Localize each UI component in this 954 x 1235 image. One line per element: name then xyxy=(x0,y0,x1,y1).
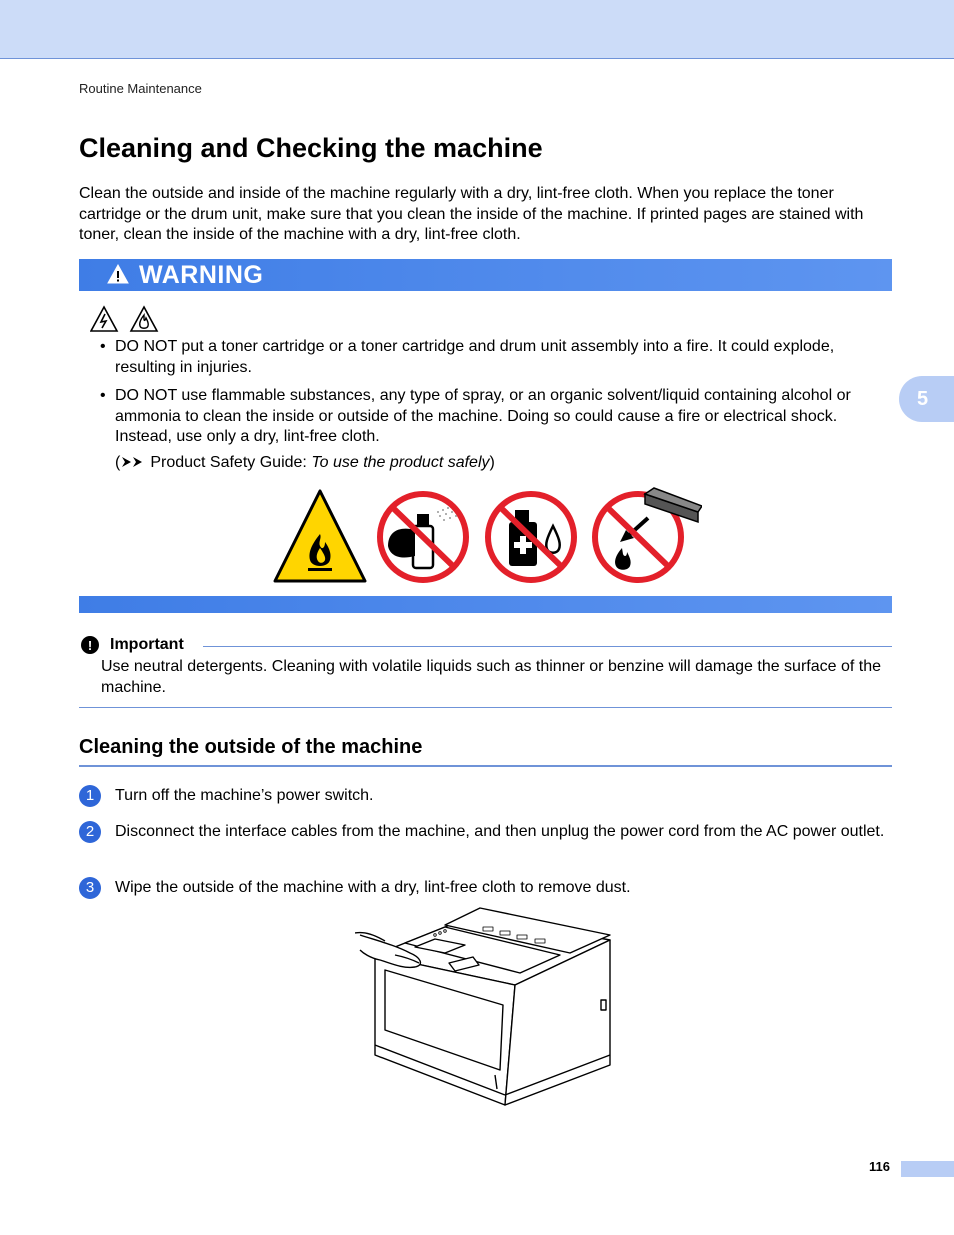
section-divider xyxy=(79,765,892,767)
page-number-tab xyxy=(901,1161,954,1177)
warning-bullet-2: • DO NOT use flammable substances, any type of spray, or an organic solvent/liquid containing alcohol or ammonia to clean the inside or outside of the machine. Doing so could cause a fire or electrical shock. Instead, use only a dry, lint-free cloth. xyxy=(100,387,851,445)
safety-pictograms xyxy=(270,486,702,586)
important-label: Important xyxy=(110,636,184,653)
warning-bullets xyxy=(100,337,892,456)
page-number: 116 xyxy=(869,1159,890,1174)
reference-prefix[interactable]: Product Safety Guide: xyxy=(150,454,312,471)
no-solvent-icon xyxy=(488,494,574,580)
warning-triangle-icon xyxy=(107,264,129,284)
warning-label: WARNING xyxy=(139,261,264,289)
top-header-band xyxy=(0,0,954,59)
step-number-badge: 2 xyxy=(79,821,101,843)
step-text: Turn off the machine’s power switch. xyxy=(115,787,374,804)
important-exclamation-icon: ! xyxy=(81,636,99,654)
no-spray-icon xyxy=(380,494,466,580)
electrical-hazard-icon xyxy=(91,307,117,331)
chapter-tab[interactable] xyxy=(899,376,954,422)
warning-banner-bottom xyxy=(79,596,892,613)
step-text: Wipe the outside of the machine with a dry, lint-free cloth to remove dust. xyxy=(115,879,631,896)
important-text: Use neutral detergents. Cleaning with volatile liquids such as thinner or benzine will damage the surface of the machine. xyxy=(101,658,881,696)
bullet-dot: • xyxy=(100,338,106,355)
intro-paragraph: Clean the outside and inside of the machine regularly with a dry, lint-free cloth. When you replace the toner cartridge or the drum unit, make sure that you clean the inside of the machine. If printed pages are stained with toner, clean the inside of the machine with a dry, lint-free cloth. xyxy=(79,185,864,243)
step-text: Disconnect the interface cables from the machine, and then unplug the power cord from the AC power outlet. xyxy=(115,823,885,840)
chapter-number: 5 xyxy=(917,387,929,410)
flammable-warning-icon xyxy=(275,491,365,581)
warning-banner xyxy=(79,259,892,291)
section-title: Cleaning the outside of the machine xyxy=(79,736,423,758)
fire-hazard-icon xyxy=(131,307,157,331)
double-arrow-icon xyxy=(120,456,150,468)
no-fire-disposal-icon xyxy=(595,488,702,580)
safety-guide-reference: ( Product Safety Guide: To use the product safely) xyxy=(115,454,495,471)
printer-cleaning-illustration xyxy=(355,905,617,1113)
hazard-symbols xyxy=(90,305,160,333)
important-divider-top xyxy=(203,646,892,647)
step-number-badge: 3 xyxy=(79,877,101,899)
important-heading xyxy=(81,636,184,654)
bullet-dot: • xyxy=(100,387,106,404)
step-number-badge: 1 xyxy=(79,785,101,807)
running-header: Routine Maintenance xyxy=(79,81,202,96)
reference-title[interactable]: To use the product safely xyxy=(311,454,490,471)
warning-bullet-1: • DO NOT put a toner cartridge or a toner cartridge and drum unit assembly into a fire. It could explode, resulting in injuries. xyxy=(100,338,835,376)
important-divider-bottom xyxy=(79,707,892,708)
page-title: Cleaning and Checking the machine xyxy=(79,133,543,163)
